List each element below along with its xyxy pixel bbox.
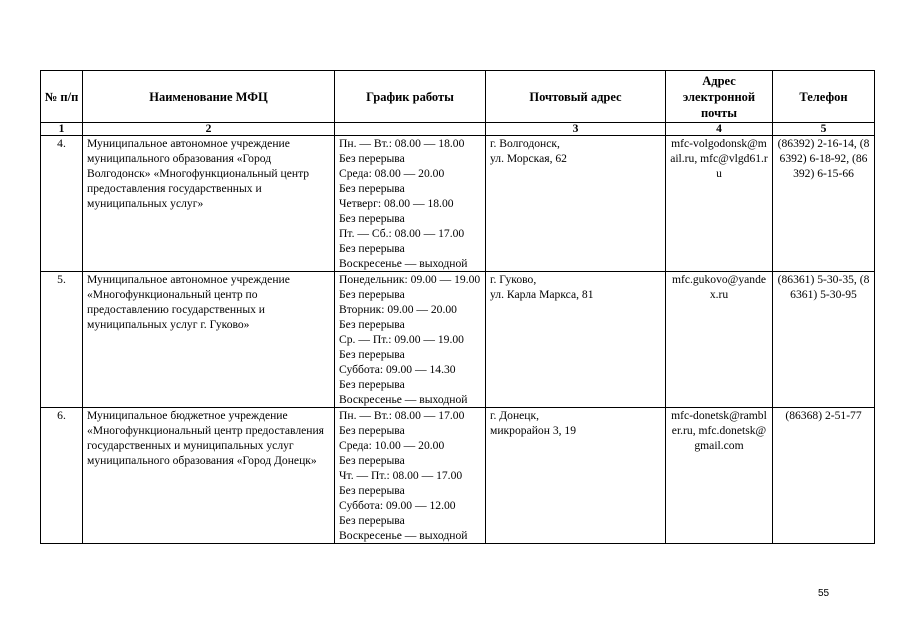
schedule-line: Без перерыва [339, 484, 405, 497]
address-line: ул. Карла Маркса, 81 [490, 288, 594, 301]
header-num: № п/п [41, 71, 83, 123]
schedule-line: Среда: 10.00 — 20.00 [339, 439, 445, 452]
column-number: 3 [486, 123, 666, 136]
column-number: 1 [41, 123, 83, 136]
header-name: Наименование МФЦ [83, 71, 335, 123]
schedule-line: Без перерыва [339, 152, 405, 165]
schedule-line: Пн. — Вт.: 08.00 — 18.00 [339, 137, 465, 150]
schedule-line: Без перерыва [339, 454, 405, 467]
schedule-line: Без перерыва [339, 514, 405, 527]
mfc-name: Муниципальное автономное учреждение муниципального образования «Город Волгодонск» «Многофункциональный центр предоставления государственных и муниципальных услуг» [83, 136, 335, 272]
email-cell: mfc-volgodonsk@mail.ru, mfc@vlgd61.ru [666, 136, 773, 272]
column-number: 4 [666, 123, 773, 136]
schedule-line: Понедельник: 09.00 — 19.00 [339, 273, 481, 286]
schedule-line: Чт. — Пт.: 08.00 — 17.00 [339, 469, 463, 482]
column-number: 2 [83, 123, 335, 136]
address-line: г. Волгодонск, [490, 137, 560, 150]
address-cell [486, 272, 666, 408]
address-cell [486, 136, 666, 272]
phone-cell: (86361) 5-30-35, (86361) 5-30-95 [773, 272, 875, 408]
schedule-cell [335, 136, 486, 272]
header-address: Почтовый адрес [486, 71, 666, 123]
schedule-line: Среда: 08.00 — 20.00 [339, 167, 445, 180]
header-email: Адрес электронной почты [666, 71, 773, 123]
schedule-line: Суббота: 09.00 — 14.30 [339, 363, 456, 376]
mfc-name: Муниципальное бюджетное учреждение «Многофункциональный центр предоставления государственных и муниципальных услуг муниципального образования «Город Донецк» [83, 408, 335, 544]
address-line: микрорайон 3, 19 [490, 424, 577, 437]
address-line: г. Донецк, [490, 409, 540, 422]
schedule-line: Воскресенье — выходной [339, 393, 468, 406]
email-cell: mfc.gukovo@yandex.ru [666, 272, 773, 408]
column-number-row [41, 123, 875, 136]
schedule-line: Вторник: 09.00 — 20.00 [339, 303, 457, 316]
schedule-line: Без перерыва [339, 242, 405, 255]
mfc-table [40, 70, 875, 544]
email-cell: mfc-donetsk@rambler.ru, mfc.donetsk@gmail.com [666, 408, 773, 544]
header-schedule: График работы [335, 71, 486, 123]
header-row [41, 71, 875, 123]
row-number: 4. [41, 136, 83, 272]
column-number [335, 123, 486, 136]
schedule-line: Пт. — Сб.: 08.00 — 17.00 [339, 227, 465, 240]
schedule-line: Воскресенье — выходной [339, 257, 468, 270]
schedule-line: Ср. — Пт.: 09.00 — 19.00 [339, 333, 464, 346]
address-line: г. Гуково, [490, 273, 537, 286]
table-row [41, 408, 875, 544]
mfc-name: Муниципальное автономное учреждение «Многофункциональный центр по предоставлению государственных и муниципальных услуг г. Гуково» [83, 272, 335, 408]
row-number: 6. [41, 408, 83, 544]
page-number: 55 [818, 588, 830, 599]
schedule-line: Без перерыва [339, 182, 405, 195]
schedule-line: Без перерыва [339, 348, 405, 361]
address-line: ул. Морская, 62 [490, 152, 567, 165]
column-number: 5 [773, 123, 875, 136]
schedule-line: Четверг: 08.00 — 18.00 [339, 197, 454, 210]
row-number: 5. [41, 272, 83, 408]
schedule-line: Без перерыва [339, 318, 405, 331]
phone-cell: (86368) 2-51-77 [773, 408, 875, 544]
schedule-line: Воскресенье — выходной [339, 529, 468, 542]
address-cell [486, 408, 666, 544]
schedule-line: Без перерыва [339, 424, 405, 437]
schedule-line: Без перерыва [339, 212, 405, 225]
header-phone: Телефон [773, 71, 875, 123]
schedule-cell [335, 408, 486, 544]
schedule-line: Суббота: 09.00 — 12.00 [339, 499, 456, 512]
phone-cell: (86392) 2-16-14, (86392) 6-18-92, (86392) 6-15-66 [773, 136, 875, 272]
schedule-line: Без перерыва [339, 288, 405, 301]
schedule-cell [335, 272, 486, 408]
table-row [41, 272, 875, 408]
schedule-line: Пн. — Вт.: 08.00 — 17.00 [339, 409, 465, 422]
schedule-line: Без перерыва [339, 378, 405, 391]
table-row [41, 136, 875, 272]
